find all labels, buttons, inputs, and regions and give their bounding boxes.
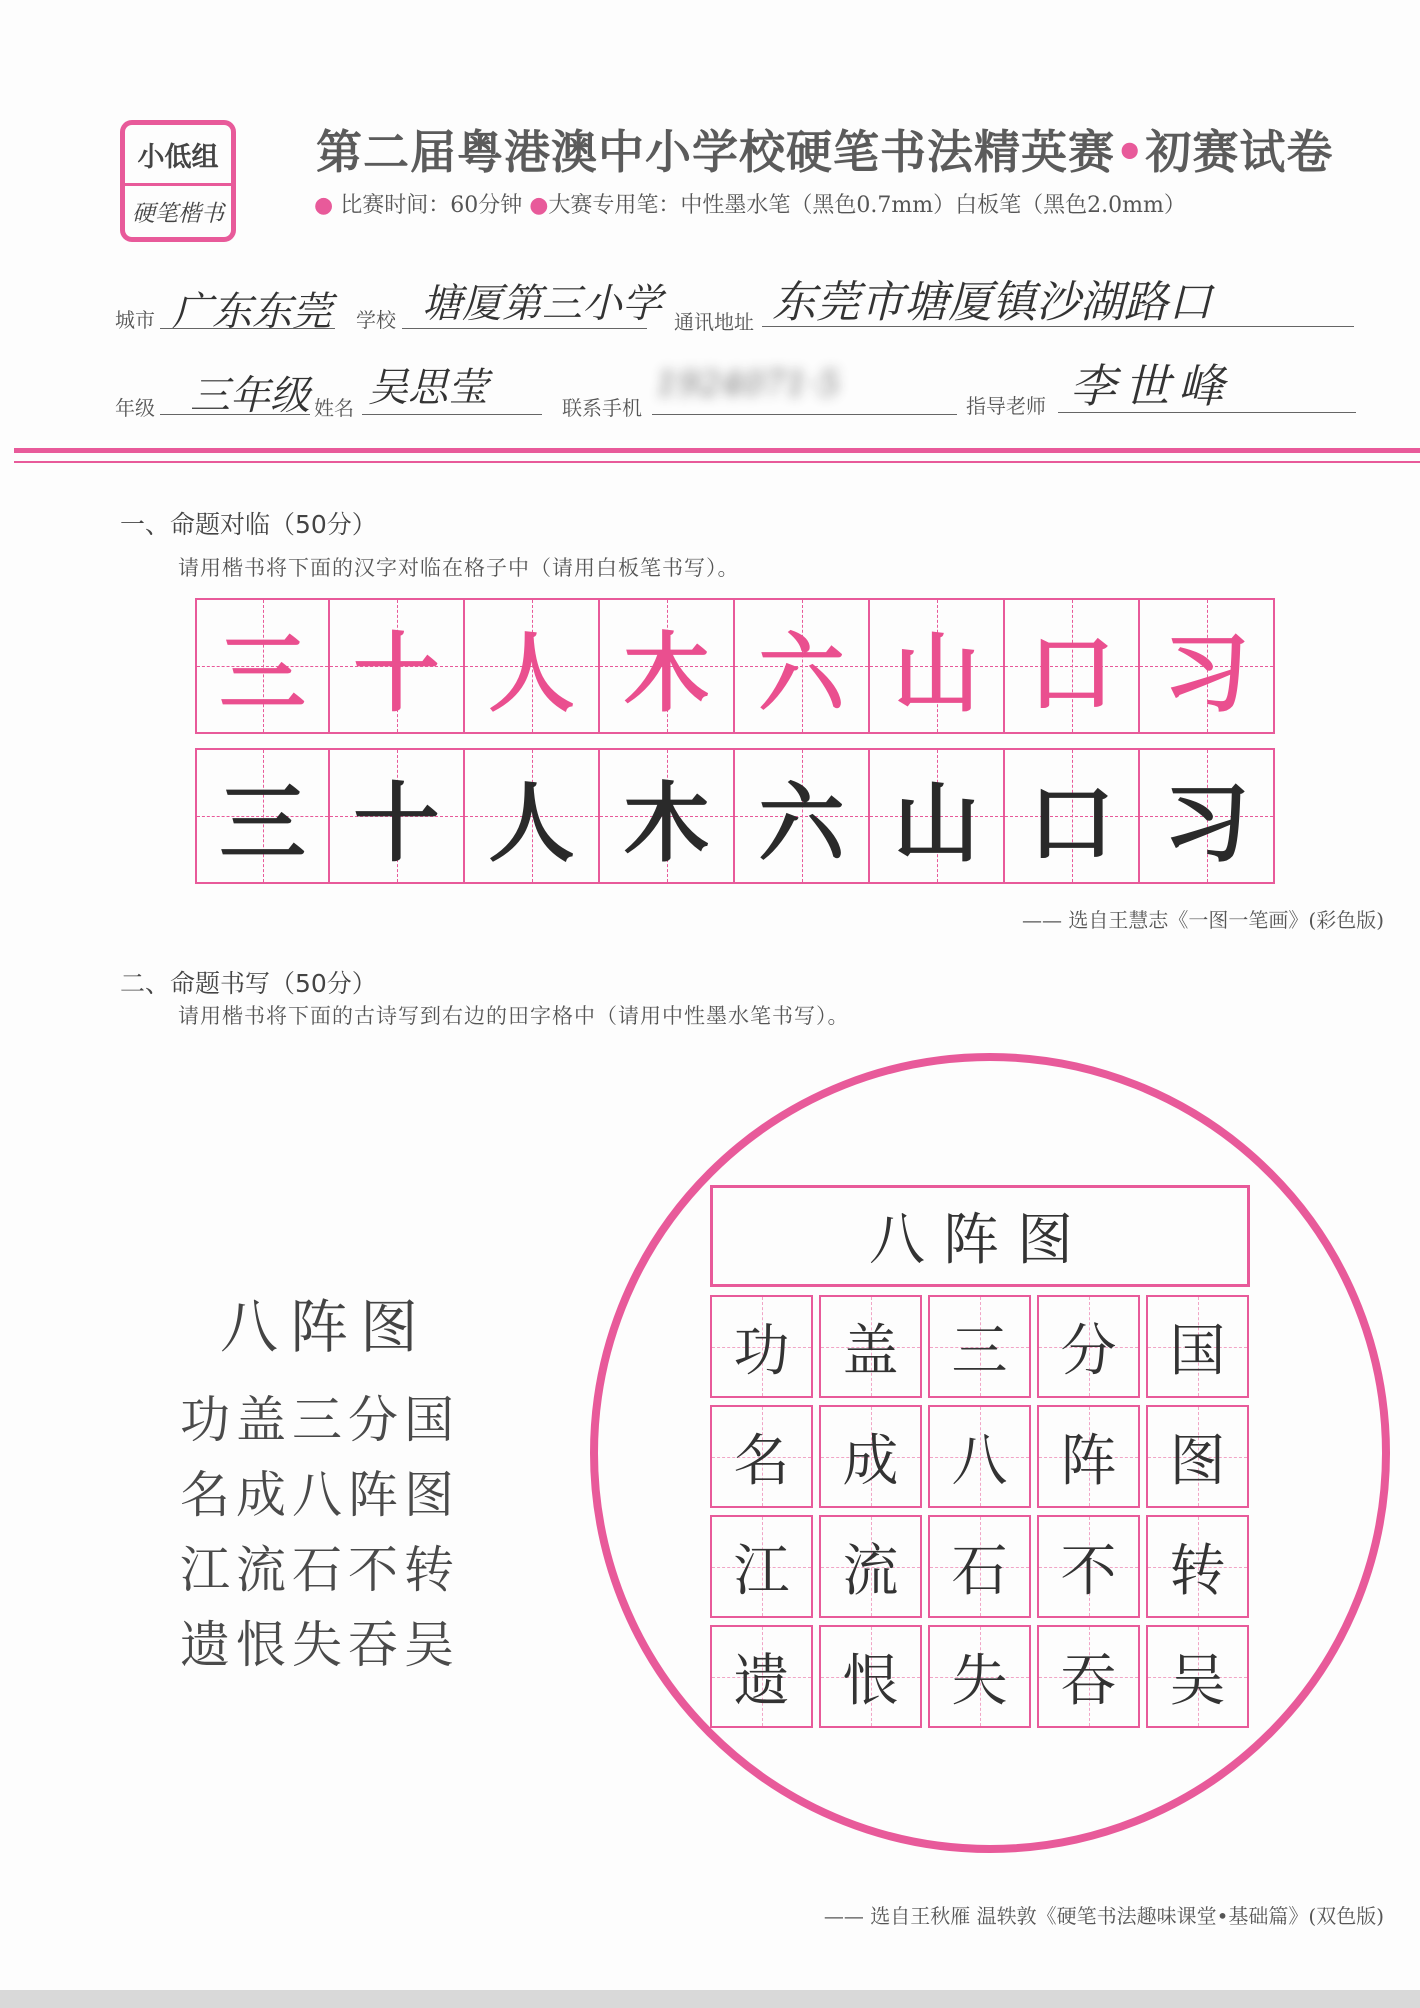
grade-label: 年级: [115, 396, 155, 420]
city-value[interactable]: 广东东莞: [172, 289, 332, 335]
grid-cell[interactable]: 分: [1037, 1295, 1140, 1398]
header-divider: [14, 448, 1420, 453]
written-char-cell[interactable]: 六: [735, 748, 870, 884]
exam-info: [314, 188, 1186, 219]
model-char-cell: 山: [870, 598, 1005, 734]
model-char-cell: 习: [1140, 598, 1275, 734]
grade-value[interactable]: 三年级: [190, 373, 310, 419]
grid-cell[interactable]: 不: [1037, 1515, 1140, 1618]
grid-cell[interactable]: 吴: [1146, 1625, 1249, 1728]
written-char-row: [195, 748, 1275, 884]
model-char-cell: 三: [195, 598, 330, 734]
grid-cell[interactable]: 恨: [819, 1625, 922, 1728]
school-label: 学校: [356, 308, 396, 332]
written-title-box[interactable]: 八阵图: [710, 1185, 1250, 1287]
grid-cell[interactable]: 石: [928, 1515, 1031, 1618]
section1-instruction: 请用楷书将下面的汉字对临在格子中（请用白板笔书写）。: [178, 556, 740, 580]
poem-line: 江流石不转: [180, 1541, 460, 1599]
exam-time: 比赛时间：60分钟: [340, 193, 523, 218]
phone-label: 联系手机: [562, 396, 642, 420]
teacher-value[interactable]: 李世峰: [1070, 359, 1232, 413]
written-char-cell[interactable]: 十: [330, 748, 465, 884]
bullet-icon: ●: [314, 193, 334, 218]
grid-cell[interactable]: 流: [819, 1515, 922, 1618]
written-char-cell[interactable]: 三: [195, 748, 330, 884]
grid-cell[interactable]: 国: [1146, 1295, 1249, 1398]
poem-line: 功盖三分国: [180, 1391, 460, 1449]
exam-pen: 大赛专用笔：中性墨水笔（黑色0.7mm）白板笔（黑色2.0mm）: [548, 193, 1186, 218]
grid-cell[interactable]: 吞: [1037, 1625, 1140, 1728]
address-label: 通讯地址: [674, 310, 754, 334]
grid-cell[interactable]: 三: [928, 1295, 1031, 1398]
phone-value[interactable]: 1924071·5: [656, 364, 840, 404]
grid-cell[interactable]: 图: [1146, 1405, 1249, 1508]
badge-style-label: 硬笔楷书: [132, 201, 224, 227]
teacher-label: 指导老师: [966, 394, 1046, 418]
group-badge: [120, 120, 236, 242]
model-char-cell: 六: [735, 598, 870, 734]
bullet-icon: ●: [529, 193, 549, 218]
badge-group-label: 小低组: [125, 125, 231, 186]
grid-cell[interactable]: 八: [928, 1405, 1031, 1508]
grid-cell[interactable]: 名: [710, 1405, 813, 1508]
title-tail: 初赛试卷: [1145, 125, 1334, 179]
name-value[interactable]: 吴思莹: [368, 365, 488, 411]
model-char-cell: 木: [600, 598, 735, 734]
written-char-cell[interactable]: 山: [870, 748, 1005, 884]
poem-line: 遗恨失吞吴: [180, 1616, 460, 1674]
grid-cell[interactable]: 失: [928, 1625, 1031, 1728]
model-char-row: [195, 598, 1275, 734]
model-char-cell: 口: [1005, 598, 1140, 734]
section1-heading: 一、命题对临（50分）: [120, 510, 377, 539]
poem-title: 八阵图: [220, 1293, 431, 1361]
written-char-cell[interactable]: 口: [1005, 748, 1140, 884]
school-value[interactable]: 塘厦第三小学: [422, 281, 662, 327]
section2-heading: 二、命题书写（50分）: [120, 969, 377, 998]
city-label: 城市: [115, 308, 155, 332]
grid-cell[interactable]: 功: [710, 1295, 813, 1398]
name-label: 姓名: [314, 396, 354, 420]
grid-cell[interactable]: 遗: [710, 1625, 813, 1728]
grid-cell[interactable]: 江: [710, 1515, 813, 1618]
grid-cell[interactable]: 盖: [819, 1295, 922, 1398]
title-dot: •: [1115, 125, 1146, 179]
model-char-cell: 人: [465, 598, 600, 734]
address-value[interactable]: 东莞市塘厦镇沙湖路口: [772, 277, 1212, 328]
grid-cell[interactable]: 转: [1146, 1515, 1249, 1618]
page-title: [316, 116, 1333, 182]
written-char-cell[interactable]: 习: [1140, 748, 1275, 884]
name-line: [362, 414, 542, 415]
section2-instruction: 请用楷书将下面的古诗写到右边的田字格中（请用中性墨水笔书写）。: [178, 1004, 850, 1028]
model-char-cell: 十: [330, 598, 465, 734]
grid-cell[interactable]: 阵: [1037, 1405, 1140, 1508]
written-char-cell[interactable]: 人: [465, 748, 600, 884]
scan-edge: [0, 1990, 1420, 2008]
header-divider-thin: [14, 461, 1420, 463]
grid-cell[interactable]: 成: [819, 1405, 922, 1508]
section1-credit: —— 选自王慧志《一图一笔画》(彩色版): [1022, 908, 1384, 932]
written-char-cell[interactable]: 木: [600, 748, 735, 884]
poem-line: 名成八阵图: [180, 1466, 460, 1524]
title-main: 第二届粤港澳中小学校硬笔书法精英赛: [316, 125, 1115, 179]
section2-credit: —— 选自王秋雁 温轶敦《硬笔书法趣味课堂•基础篇》(双色版): [823, 1904, 1384, 1928]
phone-line: [652, 414, 957, 415]
